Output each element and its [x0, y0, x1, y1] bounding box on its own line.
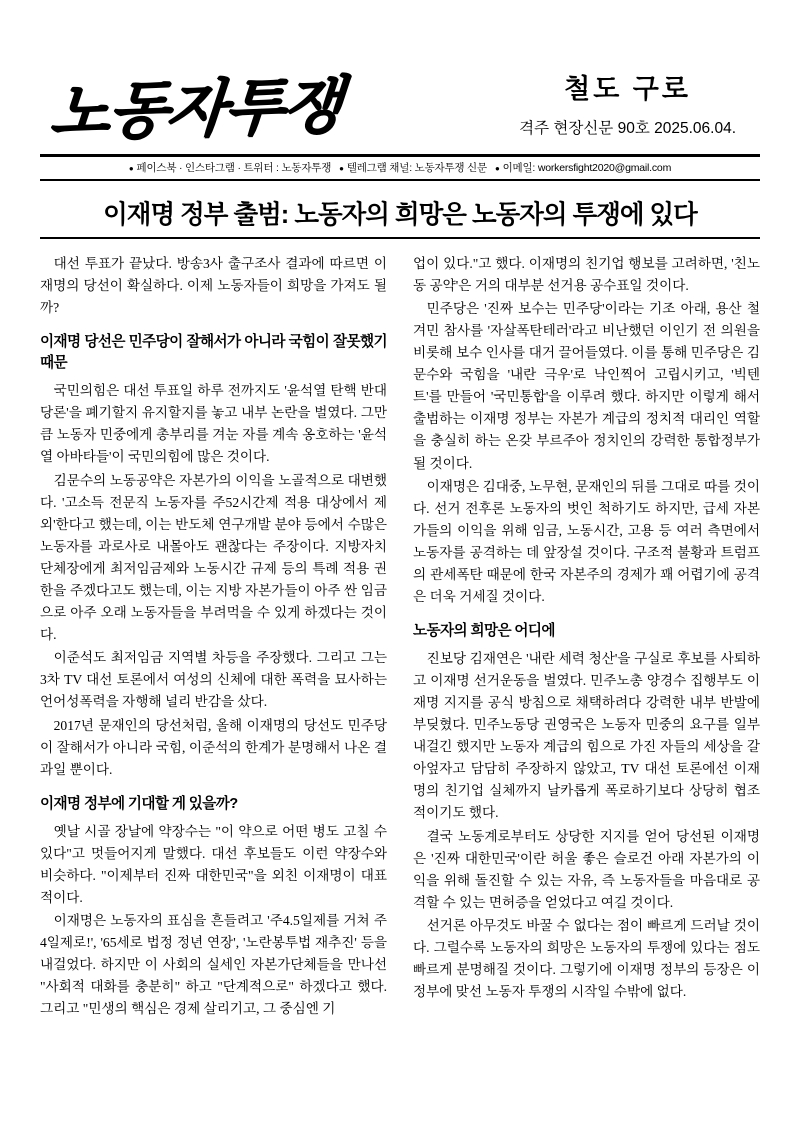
contact-email: 이메일: workersfight2020@gmail.com	[502, 162, 672, 174]
paragraph: 옛날 시골 장날에 약장수는 "이 약으로 어떤 병도 고칠 수 있다"고 멋들어지게 말했다. 대선 후보들도 이런 약장수와 비슷하다. "이제부터 진짜 대한민국"을 외친 이재명이 대표적이다.	[40, 823, 387, 905]
page-headline: 이재명 정부 출범: 노동자의 희망은 노동자의 투쟁에 있다	[40, 181, 760, 239]
paragraph: 결국 노동계로부터도 상당한 지지를 얻어 당선된 이재명은 '진짜 대한민국'이란 허울 좋은 슬로건 아래 자본가의 이익을 위해 돌진할 수 있는 자유, 즉 노동자들을 마음대로 공격할 수 있는 면허증을 얻었다고 여길 것이다.	[413, 828, 760, 910]
region-label: 철도 구로	[564, 73, 691, 104]
paragraph: 이재명은 노동자의 표심을 흔들려고 '주4.5일제를 거쳐 주4일제로!', '65세로 법정 정년 연장', '노란봉투법 재추진' 등을 내걸었다. 하지만 이 사회의 실세인 자본가단체들을 만나선 "사회적 대화를 충분히" 하고 "단계적으로" 하겠다고 했다. 그리고 "민생의 핵심은 경제 살리기고, 그 중심엔 기	[40, 913, 387, 1017]
contact-social: 페이스북 · 인스타그램 · 트위터 : 노동자투쟁	[136, 162, 332, 174]
paragraph: 국민의힘은 대선 투표일 하루 전까지도 '윤석열 탄핵 반대 당론'을 폐기할지 유지할지를 놓고 내부 논란을 벌였다. 그만큼 노동자 민중에게 총부리를 겨눈 자를 계속 옹호하는 '윤석열 아바타들'이 국민의힘에 많은 것이다.	[40, 383, 387, 465]
subheading-1: 이재명 당선은 민주당이 잘해서가 아니라 국힘이 잘못했기 때문	[40, 334, 387, 372]
subheading-3: 노동자의 희망은 어디에	[413, 622, 555, 639]
paragraph: 이재명은 김대중, 노무현, 문재인의 뒤를 그대로 따를 것이다. 선거 전후론 노동자의 벗인 척하기도 하지만, 급세 자본가들의 이익을 위해 임금, 노동시간, 고용 등 여러 측면에서 노동자를 공격하는 데 앞장설 것이다. 구조적 불황과 트럼프의 관세폭탄 때문에 한국 자본주의 경제가 꽤 어렵기에 공격은 더욱 거세질 것이다.	[413, 478, 760, 604]
paragraph: 민주당은 '진짜 보수는 민주당'이라는 기조 아래, 용산 철겨민 참사를 '자살폭탄테러'라고 비난했던 이인기 전 의원을 비롯해 보수 인사를 대거 끌어들였다. 이를 통해 민주당은 김문수와 국힘을 '내란 극우'로 낙인찍어 고립시키고, '빅텐트'를 만들어 '국민통합'을 이루려 했다. 하지만 이렇게 해서 출범하는 이재명 정부는 자본가 계급의 정치적 대리인 역할을 충실히 하는 온갖 부르주아 정치인의 강력한 통합정부가 될 것이다.	[413, 301, 760, 471]
paragraph: 2017년 문재인의 당선처럼, 올해 이재명의 당선도 민주당이 잘해서가 아니라 국힘, 이준석의 한계가 분명해서 나온 결과일 뿐이다.	[40, 717, 387, 777]
paragraph: 선거론 아무것도 바꿀 수 없다는 점이 빠르게 드러날 것이다. 그럴수록 노동자의 희망은 노동자의 투쟁에 있다는 점도 빠르게 분명해질 것이다. 그렇기에 이재명 정부의 등장은 이 정부에 맞선 노동자 투쟁의 시작일 수밖에 없다.	[413, 918, 760, 1000]
masthead	[40, 42, 760, 149]
contact-telegram: 텔레그램 채널: 노동자투쟁 신문	[346, 162, 487, 174]
bullet-icon: ●	[494, 163, 500, 173]
paragraph: 진보당 김재연은 '내란 세력 청산'을 구실로 후보를 사퇴하고 이재명 선거운동을 벌였다. 민주노총 양경수 집행부도 이재명 지지를 공식 방침으로 채택하려다 강력한 내부 반발에 부딪혔다. 민주노동당 권영국은 노동자 민중의 요구를 일부 내걸긴 했지만 노동자 계급의 힘으로 가진 자들의 세상을 갈아엎자고 담담히 주장하지 않았고, TV 대선 토론에선 이재명의 친기업 실체까지 날카롭게 폭로하기보다 상당히 협조적이기도 했다.	[413, 651, 760, 821]
issue-info: 격주 현장신문 90호 2025.06.04.	[519, 120, 736, 137]
paragraph: 업이 있다."고 했다. 이재명의 친기업 행보를 고려하면, '친노동 공약'은 거의 대부분 선거용 공수표일 것이다.	[413, 256, 760, 294]
bullet-icon: ●	[339, 163, 344, 173]
paragraph: 김문수의 노동공약은 자본가의 이익을 노골적으로 대변했다. '고소득 전문직 노동자를 주52시간제 적용 대상에서 제외'한다고 했는데, 이는 반도체 연구개발 분야 등에서 수많은 노동자를 과로사로 내몰아도 괜찮다는 주장이다. 지방자치단체장에게 최저임금제와 노동시간 규제 등의 특례 적용 권한을 주겠다고도 했는데, 이는 지방 자본가들이 아주 싼 임금으로 아주 오래 노동자들을 부려먹을 수 있게 하겠다는 것이다.	[40, 472, 387, 642]
subheading-2: 이재명 정부에 기대할 게 있을까?	[40, 795, 238, 812]
publication-title: 노동자투쟁	[47, 68, 343, 149]
bullet-icon: ●	[128, 163, 134, 173]
article-body	[40, 253, 760, 1022]
paragraph: 이준석도 최저임금 지역별 차등을 주장했다. 그리고 그는 3차 TV 대선 토론에서 여성의 신체에 대한 폭력을 묘사하는 언어성폭력을 자행해 널리 반감을 샀다.	[40, 650, 387, 710]
contact-bar	[40, 156, 760, 181]
right-column	[413, 253, 760, 1022]
left-column	[40, 253, 387, 1022]
masthead-meta	[519, 72, 754, 146]
lead-paragraph: 대선 투표가 끝났다. 방송3사 출구조사 결과에 따르면 이재명의 당선이 확실하다. 이제 노동자들이 희망을 가져도 될까?	[40, 256, 387, 316]
